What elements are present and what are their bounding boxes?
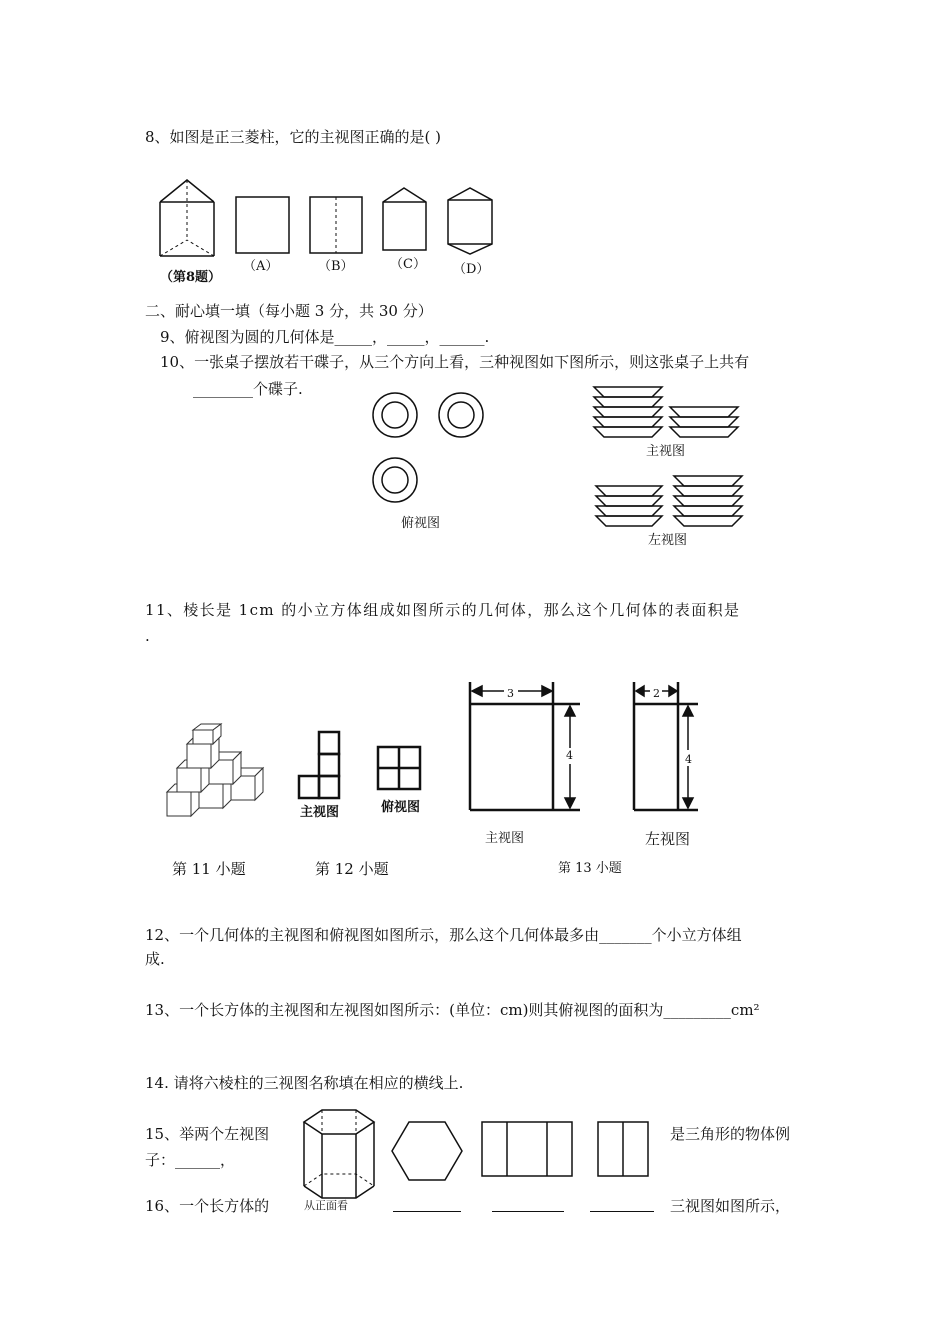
q10-left-view-label: 左视图 [648, 533, 688, 548]
caption-q13: 第 13 小题 [558, 861, 622, 876]
q14-text: 14. 请将六棱柱的三视图名称填在相应的横线上. [145, 1074, 464, 1092]
caption-q11: 第 11 小题 [172, 860, 246, 878]
triangular-prism-figure [160, 180, 214, 256]
q13-dim-4a: 4 [566, 749, 573, 762]
q16-line1: 16、一个长方体的 [145, 1197, 270, 1215]
q12-front-label: 主视图 [300, 805, 340, 820]
option-a-figure [236, 197, 289, 253]
q12-line2: 成. [145, 950, 165, 968]
rectangle-three-columns-view [480, 1120, 576, 1180]
q11-line2: . [145, 627, 150, 645]
q13-front-view [462, 680, 582, 830]
answer-blank-1[interactable] [393, 1211, 461, 1212]
rectangle-two-columns-view [596, 1120, 652, 1180]
q10-front-view-label: 主视图 [646, 444, 686, 459]
q12-top-label: 俯视图 [381, 800, 421, 815]
q13-left-label: 左视图 [645, 830, 691, 848]
q8-option-b: （B） [318, 259, 354, 274]
q13-dim-2: 2 [653, 687, 660, 700]
q15-line1: 15、举两个左视图 [145, 1125, 270, 1143]
q10-line1: 10、一张桌子摆放若干碟子，从三个方向上看，三种视图如下图所示，则这张桌子上共有 [160, 353, 750, 371]
q9-text: 9、俯视图为圆的几何体是_____，_____，______. [160, 328, 490, 346]
answer-blank-3[interactable] [590, 1211, 654, 1212]
option-d-figure [448, 188, 492, 254]
q13-front-label: 主视图 [485, 831, 525, 846]
q15-line2: 子：______， [145, 1151, 236, 1169]
q13-left-view [626, 680, 706, 830]
q8-fig-caption: （第8题） [160, 270, 222, 285]
hexagon-view [390, 1120, 466, 1184]
q14-from-front: 从正面看 [304, 1199, 348, 1212]
q8-text: 8、如图是正三菱柱，它的主视图正确的是( ) [145, 128, 442, 146]
caption-q12: 第 12 小题 [315, 860, 389, 878]
q12-front-view [297, 730, 347, 802]
hexagonal-prism-figure [300, 1108, 380, 1208]
q10-line2: ________个碟子. [193, 380, 303, 398]
q8-option-c: （C） [390, 257, 426, 272]
q11-line1: 11、棱长是 1cm 的小立方体组成如图所示的几何体，那么这个几何体的表面积是 [145, 601, 741, 619]
q12-top-view [376, 745, 426, 795]
q10-front-view [592, 385, 752, 445]
q10-left-view [594, 474, 754, 534]
q12-line1: 12、一个几何体的主视图和俯视图如图所示，那么这个几何体最多由_______个小立方体组 [145, 926, 742, 944]
q8-option-a: （A） [243, 259, 279, 274]
q8-option-d: （D） [453, 262, 490, 277]
q16-tail: 三视图如图所示， [670, 1197, 791, 1215]
answer-blank-2[interactable] [492, 1211, 564, 1212]
q10-top-view [370, 390, 500, 500]
section2-title: 二、耐心填一填（每小题 3 分，共 30 分） [145, 302, 433, 320]
q13-dim-3: 3 [507, 687, 514, 700]
option-c-figure [383, 188, 426, 250]
option-b-figure [310, 197, 362, 253]
q13-text: 13、一个长方体的主视图和左视图如图所示：(单位：cm)则其俯视图的面积为_________cm² [145, 1001, 760, 1019]
q15-tail: 是三角形的物体例 [670, 1125, 791, 1143]
q11-cubes-figure [163, 722, 273, 822]
q13-dim-4b: 4 [685, 753, 692, 766]
q10-top-view-label: 俯视图 [401, 516, 441, 531]
